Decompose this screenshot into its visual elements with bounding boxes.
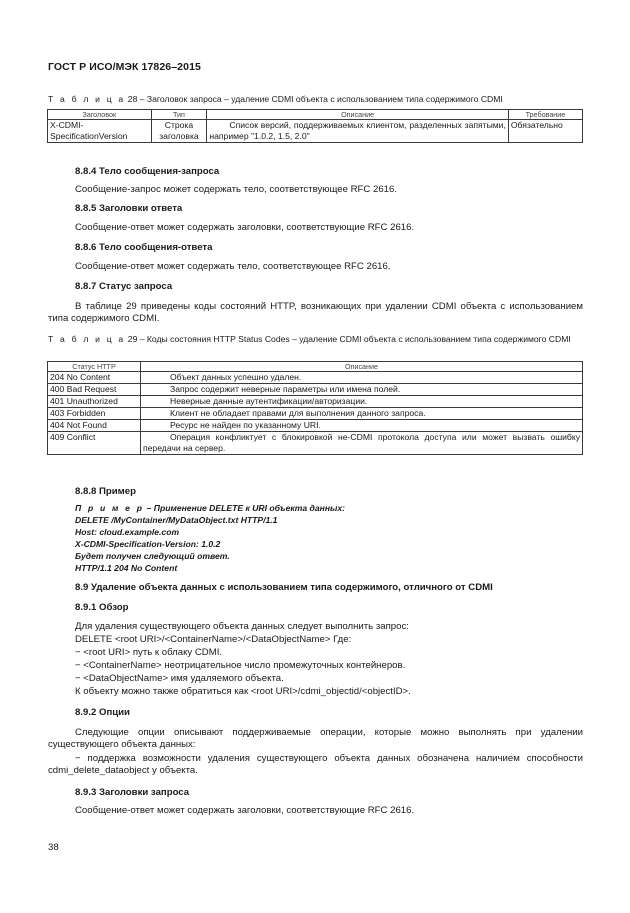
description-cell: Запрос содержит неверные параметры или имена полей. bbox=[141, 384, 583, 396]
description-cell: Клиент не обладает правами для выполнения данного запроса. bbox=[141, 408, 583, 420]
description-cell: Объект данных успешно удален. bbox=[141, 372, 583, 384]
example-line: Будет получен следующий ответ. bbox=[75, 551, 230, 561]
paragraph: Сообщение-ответ может содержать тело, соответствующее RFC 2616. bbox=[75, 261, 391, 272]
status-cell: 401 Unauthorized bbox=[48, 396, 141, 408]
table-header-row bbox=[48, 362, 583, 372]
paragraph: − поддержка возможности удаления существующего объекта данных обозначена наличием способности cdmi_delete_dataobject у объекта. bbox=[48, 753, 583, 777]
section-heading: 8.8.5 Заголовки ответа bbox=[75, 203, 183, 214]
header-name-line: X-CDMI- bbox=[50, 120, 84, 130]
section-heading: 8.8.8 Пример bbox=[75, 486, 136, 497]
section-heading: 8.8.4 Тело сообщения-запроса bbox=[75, 166, 220, 177]
column-header: Описание bbox=[207, 110, 509, 120]
type-line: Строка bbox=[164, 120, 194, 130]
description-cell: Неверные данные аутентификации/авторизации. bbox=[141, 396, 583, 408]
status-cell: 400 Bad Request bbox=[48, 384, 141, 396]
table-row bbox=[48, 396, 583, 408]
table-row bbox=[48, 384, 583, 396]
section-heading: 8.9.3 Заголовки запроса bbox=[75, 787, 190, 798]
status-cell: 404 Not Found bbox=[48, 420, 141, 432]
column-header: Описание bbox=[141, 362, 583, 372]
table28-caption bbox=[48, 94, 584, 105]
column-header: Требование bbox=[508, 110, 582, 120]
table-row bbox=[48, 420, 583, 432]
table-29 bbox=[47, 361, 583, 455]
table-28 bbox=[47, 109, 583, 143]
section-heading: 8.9 Удаление объекта данных с использованием типа содержимого, отличного от CDMI bbox=[75, 582, 493, 593]
example-line bbox=[75, 503, 345, 514]
table-cell bbox=[151, 120, 207, 143]
description-cell: Операция конфликтует с блокировкой не-CDMI протокола доступа или может вызвать ошибку передачи на сервер. bbox=[141, 432, 583, 455]
example-line: HTTP/1.1 204 No Content bbox=[75, 563, 178, 573]
example-line: DELETE /MyContainer/MyDataObject.txt HTTP/1.1 bbox=[75, 515, 278, 525]
paragraph: Для удаления существующего объекта данных следует выполнить запрос: bbox=[75, 621, 409, 632]
header-name-line: SpecificationVersion bbox=[50, 131, 128, 141]
paragraph: Следующие опции описывают поддерживаемые операции, которые можно выполнять при удалении существующего объекта данных: bbox=[48, 727, 583, 751]
example-text: – Применение DELETE к URI объекта данных: bbox=[146, 503, 345, 513]
column-header: Заголовок bbox=[48, 110, 152, 120]
list-item: − <root URI> путь к облаку CDMI. bbox=[75, 647, 223, 658]
column-header: Тип bbox=[151, 110, 207, 120]
example-line: Host: cloud.example.com bbox=[75, 527, 180, 537]
list-item: − <ContainerName> неотрицательное число промежуточных контейнеров. bbox=[75, 660, 406, 671]
section-heading: 8.8.7 Статус запроса bbox=[75, 281, 173, 292]
status-cell: 403 Forbidden bbox=[48, 408, 141, 420]
table-row bbox=[48, 408, 583, 420]
paragraph: В таблице 29 приведены коды состояний HTTP, возникающих при удалении CDMI объекта с использованием типа содержимого CDMI. bbox=[48, 301, 583, 325]
status-cell: 204 No Content bbox=[48, 372, 141, 384]
section-heading: 8.9.2 Опции bbox=[75, 707, 130, 718]
table29-caption-text: 29 – Коды состояния HTTP Status Codes – удаление CDMI объекта с использованием типа содержимого CDMI bbox=[127, 334, 571, 344]
description-cell: Ресурс не найден по указанному URI. bbox=[141, 420, 583, 432]
table28-caption-text: 28 – Заголовок запроса – удаление CDMI объекта с использованием типа содержимого CDMI bbox=[127, 94, 503, 104]
status-cell: 409 Conflict bbox=[48, 432, 141, 455]
table-cell bbox=[48, 120, 152, 143]
table-row bbox=[48, 372, 583, 384]
type-line: заголовка bbox=[159, 131, 199, 141]
paragraph: Сообщение-ответ может содержать заголовки, соответствующие RFC 2616. bbox=[75, 805, 415, 816]
paragraph: К объекту можно также обратиться как <root URI>/cdmi_objectid/<objectID>. bbox=[75, 686, 411, 697]
table-row bbox=[48, 432, 583, 455]
paragraph: Сообщение-запрос может содержать тело, соответствующее RFC 2616. bbox=[75, 184, 397, 195]
table29-caption bbox=[48, 334, 582, 345]
table-row bbox=[48, 120, 583, 143]
table-header-row bbox=[48, 110, 583, 120]
example-line: X-CDMI-Specification-Version: 1.0.2 bbox=[75, 539, 221, 549]
document-header: ГОСТ Р ИСО/МЭК 17826–2015 bbox=[48, 61, 201, 73]
paragraph: Сообщение-ответ может содержать заголовки, соответствующие RFC 2616. bbox=[75, 222, 415, 233]
table-cell: Список версий, поддерживаемых клиентом, разделенных запятыми, например "1.0.2, 1.5, 2.0" bbox=[207, 120, 509, 143]
table28-caption-label: Т а б л и ц а bbox=[48, 94, 126, 104]
list-item: − <DataObjectName> имя удаляемого объекта. bbox=[75, 673, 284, 684]
section-heading: 8.8.6 Тело сообщения-ответа bbox=[75, 242, 213, 253]
example-label: П р и м е р bbox=[75, 503, 145, 513]
paragraph: DELETE <root URI>/<ContainerName>/<DataObjectName> Где: bbox=[75, 634, 352, 645]
page-number: 38 bbox=[48, 842, 59, 853]
section-heading: 8.9.1 Обзор bbox=[75, 602, 129, 613]
table-cell: Обязательно bbox=[508, 120, 582, 143]
column-header: Статус HTTP bbox=[48, 362, 141, 372]
table29-caption-label: Т а б л и ц а bbox=[48, 334, 126, 344]
